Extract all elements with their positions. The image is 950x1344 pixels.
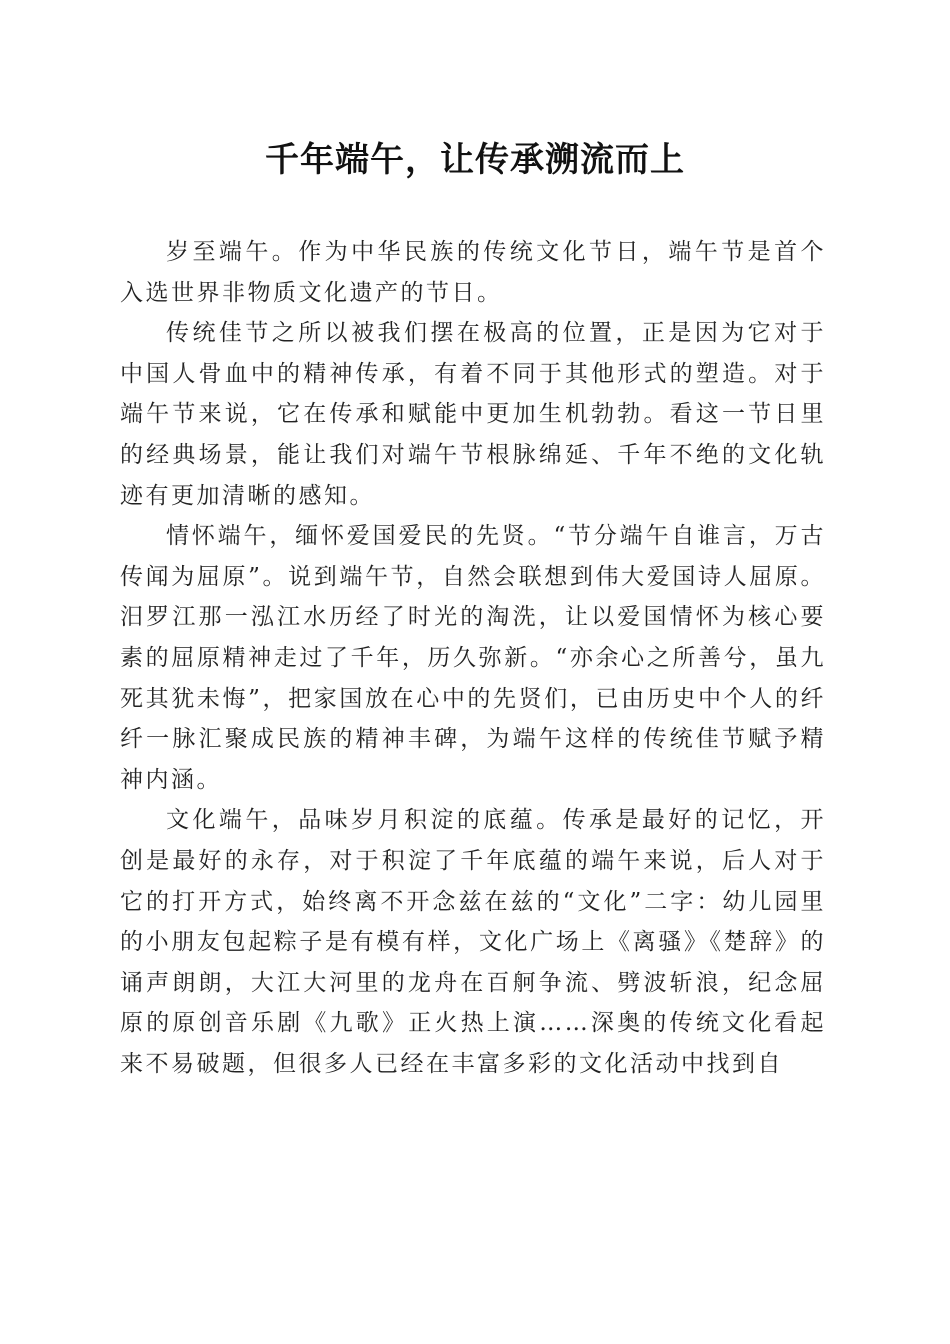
document-body [120,232,826,1084]
paragraph-sentiment: 情怀端午，缅怀爱国爱民的先贤。“节分端午自谁言，万古传闻为屈原”。说到端午节，自然会联想到伟大爱国诗人屈原。汨罗江那一泓江水历经了时光的淘洗，让以爱国情怀为核心要素的屈原精神走过了千年，历久弥新。“亦余心之所善兮，虽九死其犹未悔”，把家国放在心中的先贤们，已由历史中个人的纤纤一脉汇聚成民族的精神丰碑，为端午这样的传统佳节赋予精神内涵。 [120,523,826,793]
paragraph-tradition: 传统佳节之所以被我们摆在极高的位置，正是因为它对于中国人骨血中的精神传承，有着不同于其他形式的塑造。对于端午节来说，它在传承和赋能中更加生机勃勃。看这一节日里的经典场景，能让我们对端午节根脉绵延、千年不绝的文化轨迹有更加清晰的感知。 [120,320,826,509]
document-title: 千年端午，让传承溯流而上 [265,140,685,180]
paragraph-intro: 岁至端午。作为中华民族的传统文化节日，端午节是首个入选世界非物质文化遗产的节日。 [120,239,826,306]
paragraph-culture: 文化端午，品味岁月积淀的底蕴。传承是最好的记忆，开创是最好的永存，对于积淀了千年底蕴的端午来说，后人对于它的打开方式，始终离不开念兹在兹的“文化”二字：幼儿园里的小朋友包起粽子是有模有样，文化广场上《离骚》《楚辞》的诵声朗朗，大江大河里的龙舟在百舸争流、劈波斩浪，纪念屈原的原创音乐剧《九歌》正火热上演……深奥的传统文化看起来不易破题，但很多人已经在丰富多彩的文化活动中找到自 [120,807,826,1077]
